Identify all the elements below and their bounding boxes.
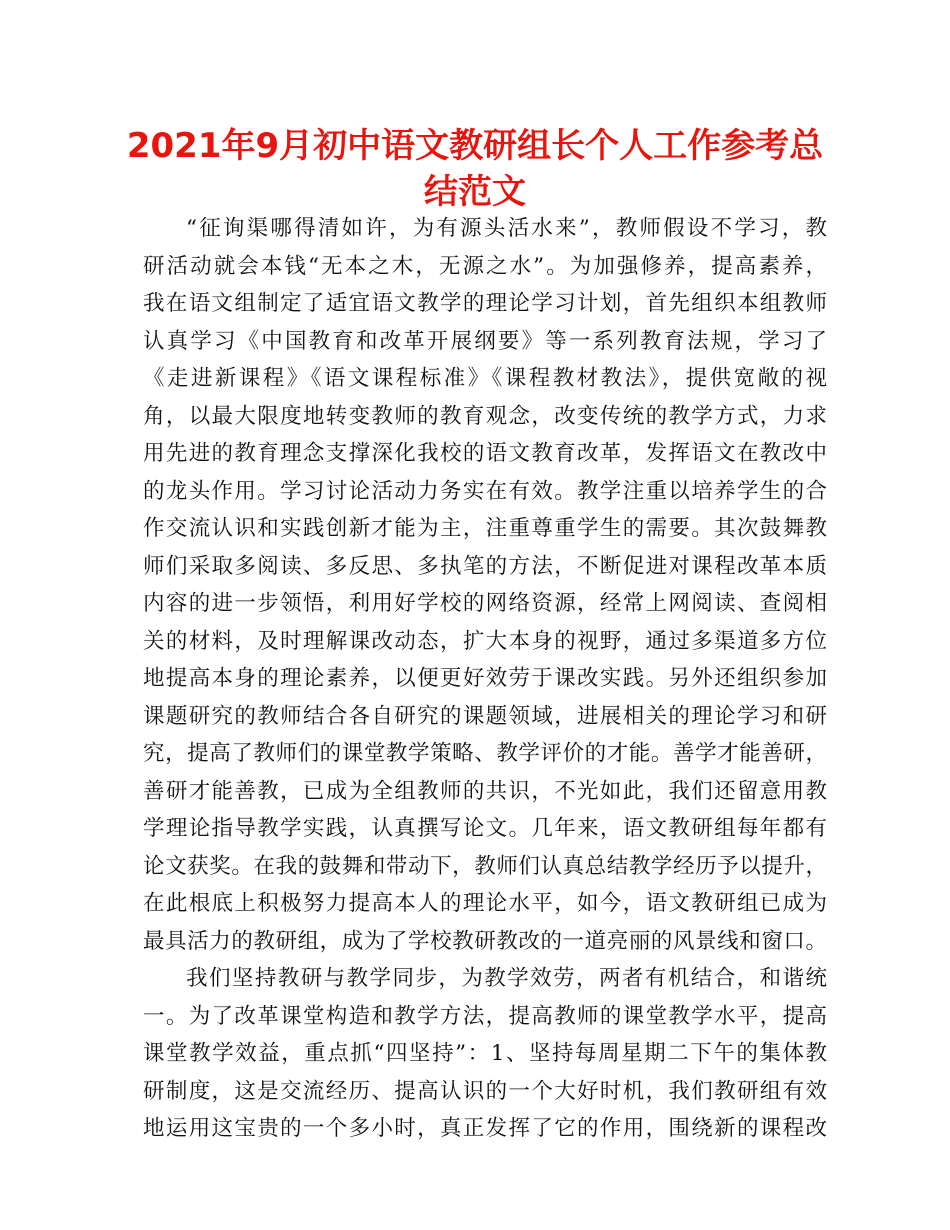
text-line: 课题研究的教师结合各自研究的课题领域，进展相关的理论学习和研 <box>143 703 827 729</box>
text-line: 课堂教学效益，重点抓“四坚持”：1、坚持每周星期二下午的集体教 <box>143 1041 827 1066</box>
text-line: 最具活力的教研组，成为了学校教研教改的一道亮丽的风景线和窗口。 <box>143 928 827 954</box>
document-title-line-1: 2021年9月初中语文教研组长个人工作参考总 <box>126 126 824 166</box>
paragraph-1 <box>143 210 827 960</box>
paragraph-2 <box>143 960 827 1148</box>
text-line: “征询渠哪得清如许，为有源头活水来”，教师假设不学习，教 <box>186 216 827 241</box>
text-line: 的龙头作用。学习讨论活动力务实在有效。教学注重以培养学生的合 <box>143 478 827 504</box>
document-body <box>143 210 827 1148</box>
text-line: 作交流认识和实践创新才能为主，注重尊重学生的需要。其次鼓舞教 <box>143 516 827 541</box>
text-line: 我们坚持教研与教学同步，为教学效劳，两者有机结合，和谐统 <box>186 966 827 991</box>
text-line: 认真学习《中国教育和改革开展纲要》等一系列教育法规，学习了 <box>143 328 827 354</box>
text-line: 善研才能善教，已成为全组教师的共识，不光如此，我们还留意用教 <box>143 778 827 804</box>
text-line: 角，以最大限度地转变教师的教育观念，改变传统的教学方式，力求 <box>143 403 827 429</box>
text-line: 地提高本身的理论素养，以便更好效劳于课改实践。另外还组织参加 <box>143 666 827 691</box>
document-title-line-2: 结范文 <box>424 172 526 212</box>
text-line: 研活动就会本钱“无本之木，无源之水”。为加强修养，提高素养， <box>143 253 827 279</box>
text-line: 《走进新课程》《语文课程标准》《课程教材教法》，提供宽敞的视 <box>143 366 827 391</box>
text-line: 地运用这宝贵的一个多小时，真正发挥了它的作用，围绕新的课程改 <box>143 1116 827 1141</box>
text-line: 究，提高了教师们的课堂教学策略、教学评价的才能。善学才能善研， <box>143 741 827 766</box>
text-line: 研制度，这是交流经历、提高认识的一个大好时机，我们教研组有效 <box>143 1078 827 1104</box>
text-line: 一。为了改革课堂构造和教学方法，提高教师的课堂教学水平，提高 <box>143 1003 827 1029</box>
text-line: 关的材料，及时理解课改动态，扩大本身的视野，通过多渠道多方位 <box>143 628 827 654</box>
text-line: 内容的进一步领悟，利用好学校的网络资源，经常上网阅读、查阅相 <box>143 591 827 616</box>
text-line: 在此根底上积极努力提高本人的理论水平，如今，语文教研组已成为 <box>143 891 827 916</box>
text-line: 师们采取多阅读、多反思、多执笔的方法，不断促进对课程改革本质 <box>143 553 827 579</box>
text-line: 我在语文组制定了适宜语文教学的理论学习计划，首先组织本组教师 <box>143 291 827 316</box>
text-line: 论文获奖。在我的鼓舞和带动下，教师们认真总结教学经历予以提升， <box>143 853 827 879</box>
text-line: 学理论指导教学实践，认真撰写论文。几年来，语文教研组每年都有 <box>143 816 827 841</box>
text-line: 用先进的教育理念支撑深化我校的语文教育改革，发挥语文在教改中 <box>143 441 827 466</box>
